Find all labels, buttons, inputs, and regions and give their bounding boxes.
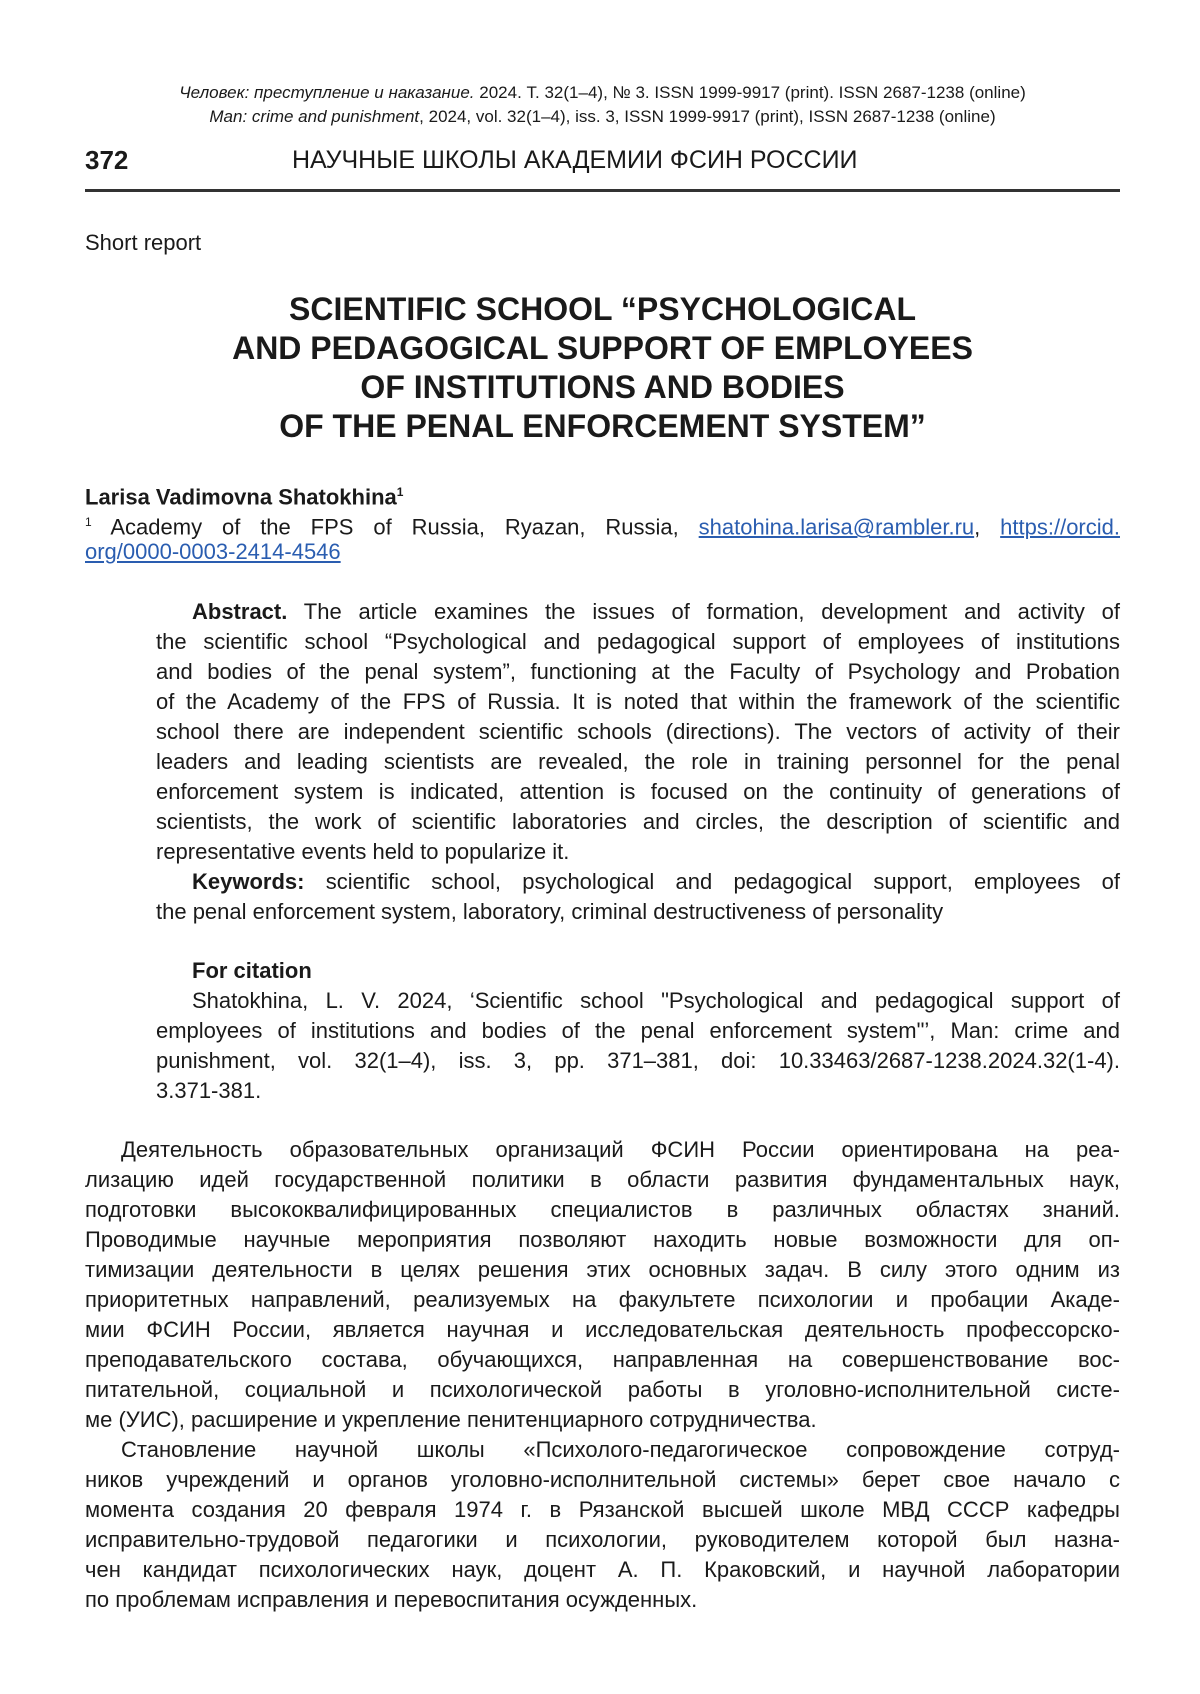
citation-line: punishment, vol. 32(1–4), iss. 3, pp. 371–381, doi: 10.33463/2687-1238.2024.32(1-4).: [156, 1046, 1120, 1076]
citation-label: [156, 956, 1120, 986]
paragraph-line: момента создания 20 февраля 1974 г. в Рязанской высшей школе МВД СССР кафедры: [85, 1495, 1120, 1525]
separator: ,: [974, 514, 1000, 539]
journal-header-ru: [85, 81, 1120, 105]
paragraph-line: по проблемам исправления и перевоспитания осужденных.: [85, 1585, 1120, 1615]
abstract-line: representative events held to popularize it.: [156, 837, 1120, 867]
paragraph-line: исправительно-трудовой педагогики и психологии, руководителем которой был назна-: [85, 1525, 1120, 1555]
author-sup: 1: [397, 485, 404, 499]
paragraph-line: чен кандидат психологических наук, доцент А. П. Краковский, и научной лаборатории: [85, 1555, 1120, 1585]
article-type: Short report: [85, 228, 201, 258]
journal-details-en: , 2024, vol. 32(1–4), iss. 3, ISSN 1999-9917 (print), ISSN 2687-1238 (online): [419, 107, 995, 126]
journal-details-ru: 2024. Т. 32(1–4), № 3. ISSN 1999-9917 (print). ISSN 2687-1238 (online): [475, 83, 1026, 102]
title-line: OF INSTITUTIONS AND BODIES: [85, 368, 1120, 407]
paragraph-line: питательной, социальной и психологической работы в уголовно-исполнительной систе-: [85, 1375, 1120, 1405]
paragraph-line: ме (УИС), расширение и укрепление пенитенциарного сотрудничества.: [85, 1405, 1120, 1435]
affiliation-line: [85, 507, 1120, 537]
affiliation-sup: 1: [85, 515, 92, 529]
paragraph-line: Проводимые научные мероприятия позволяют находить новые возможности для оп-: [85, 1225, 1120, 1255]
paragraph-line: Деятельность образовательных организаций ФСИН России ориентирована на реа-: [85, 1135, 1120, 1165]
abstract-line: the scientific school “Psychological and pedagogical support of employees of institutions: [156, 627, 1120, 657]
citation: [156, 956, 1120, 1106]
paragraph-line: тимизации деятельности в целях решения этих основных задач. В силу этого одним из: [85, 1255, 1120, 1285]
citation-line: 3.371-381.: [156, 1076, 1120, 1106]
journal-header-en: [85, 105, 1120, 129]
keywords-label: Keywords:: [192, 869, 304, 894]
citation-line: Shatokhina, L. V. 2024, ‘Scientific school "Psychological and pedagogical support of: [156, 986, 1120, 1016]
paragraph-line: Становление научной школы «Психолого-педагогическое сопровождение сотруд-: [85, 1435, 1120, 1465]
abstract-line: and bodies of the penal system”, functioning at the Faculty of Psychology and Probation: [156, 657, 1120, 687]
abstract-line: enforcement system is indicated, attention is focused on the continuity of generations of: [156, 777, 1120, 807]
paragraph-line: приоритетных направлений, реализуемых на факультете психологии и пробации Акаде-: [85, 1285, 1120, 1315]
keywords-line: the penal enforcement system, laboratory, criminal destructiveness of personality: [156, 897, 1120, 927]
author-name-text: Larisa Vadimovna Shatokhina: [85, 484, 397, 509]
affiliation: [85, 507, 1120, 567]
title-line: SCIENTIFIC SCHOOL “PSYCHOLOGICAL: [85, 290, 1120, 329]
keywords-text: scientific school, psychological and pedagogical support, employees of: [304, 869, 1120, 894]
paragraph-line: подготовки высококвалифицированных специалистов в различных областях знаний.: [85, 1195, 1120, 1225]
body-text: [85, 1135, 1120, 1615]
affiliation-text: Academy of the FPS of Russia, Ryazan, Russia,: [92, 514, 699, 539]
journal-name-en: Man: crime and punishment: [209, 107, 419, 126]
paragraph-line: ников учреждений и органов уголовно-исполнительной системы» берет свое начало с: [85, 1465, 1120, 1495]
section-title: НАУЧНЫЕ ШКОЛЫ АКАДЕМИИ ФСИН РОССИИ: [292, 143, 858, 177]
abstract-text: The article examines the issues of formation, development and activity of: [287, 599, 1120, 624]
abstract-line: school there are independent scientific schools (directions). The vectors of activity of their: [156, 717, 1120, 747]
page-number: 372: [85, 143, 128, 177]
orcid-link-part2[interactable]: org/0000-0003-2414-4546: [85, 539, 341, 564]
abstract: [156, 597, 1120, 927]
abstract-label: Abstract.: [192, 599, 287, 624]
paragraph-line: преподавательского состава, обучающихся, направленная на совершенствование вос-: [85, 1345, 1120, 1375]
affiliation-line: [85, 537, 1120, 567]
title-line: AND PEDAGOGICAL SUPPORT OF EMPLOYEES: [85, 329, 1120, 368]
abstract-line: scientists, the work of scientific laboratories and circles, the description of scientific and: [156, 807, 1120, 837]
orcid-link-part1[interactable]: https://orcid.: [1000, 514, 1120, 539]
journal-name-ru: Человек: преступление и наказание.: [179, 83, 474, 102]
abstract-line: leaders and leading scientists are revealed, the role in training personnel for the penal: [156, 747, 1120, 777]
header-rule: [85, 189, 1120, 192]
citation-label-text: For citation: [192, 958, 312, 983]
title-line: OF THE PENAL ENFORCEMENT SYSTEM”: [85, 407, 1120, 446]
paragraph-line: мии ФСИН России, является научная и исследовательская деятельность профессорско-: [85, 1315, 1120, 1345]
email-link[interactable]: shatohina.larisa@rambler.ru: [699, 514, 974, 539]
citation-line: employees of institutions and bodies of the penal enforcement system"’, Man: crime and: [156, 1016, 1120, 1046]
abstract-line: of the Academy of the FPS of Russia. It is noted that within the framework of the scientific: [156, 687, 1120, 717]
abstract-line: [156, 597, 1120, 627]
article-title: [85, 290, 1120, 446]
keywords-line: [156, 867, 1120, 897]
paragraph-line: лизацию идей государственной политики в области развития фундаментальных наук,: [85, 1165, 1120, 1195]
